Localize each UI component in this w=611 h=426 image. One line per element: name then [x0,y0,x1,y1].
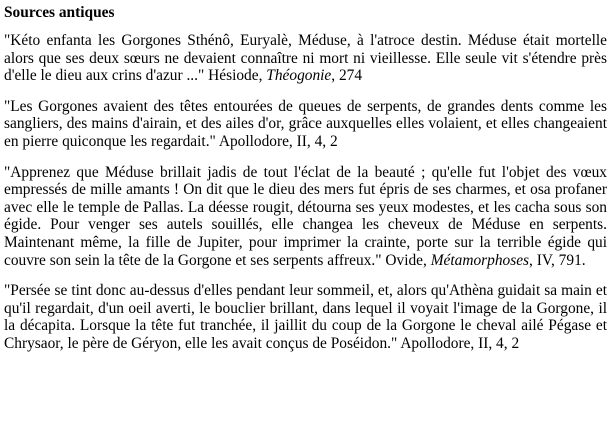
quote-text: "Apprenez que Méduse brillait jadis de tout l'éclat de la beauté ; qu'elle fut l'objet des vœux empressés de mille amants ! On dit que le dieu des mers fut épris de ses charmes, et osa profaner avec elle le temple de Pallas. La déesse rougit, détourna ses yeux modestes, et les cacha sous son égide. Pour venger ses autels souillés, elle changea les cheveux de Méduse en serpents. Maintenant même, la fille de Jupiter, pour imprimer la crainte, porte sur la terrible égide qui couvre son sein la tête de la Gorgone et ses serpents affreux." [4,163,607,269]
quote-hesiode [4,32,607,85]
quote-apollodore-1 [4,98,607,151]
quote-work-title: Théogonie [266,67,332,85]
quote-author: Hésiode, [208,67,267,85]
quote-text: "Persée se tint donc au-dessus d'elles pendant leur sommeil, et, alors qu'Athèna guidait sa main et qu'il regardait, d'un oeil averti, le bouclier brillant, dans lequel il voyait l'image de la Gorgone, il la décapita. Lorsque la tête fut tranchée, il jaillit du coup de la Gorgone le cheval ailé Pégase et Chrysaor, le père de Géryon, elle les avait conçus de Poséidon." [4,282,607,352]
quote-work-title: Métamorphoses [430,251,530,269]
quote-ovide [4,164,607,270]
quote-author: Apollodore, II, 4, 2 [218,132,338,150]
quote-apollodore-2 [4,282,607,352]
quote-text: "Les Gorgones avaient des têtes entourées de queues de serpents, de grandes dents comme les sangliers, des mains d'airain, et des ailes d'or, grâce auxquelles elles volaient, et elles changeaient en pierre quiconque les regardait." [4,97,607,150]
quote-reference: , 274 [331,67,363,85]
quote-reference: , IV, 791. [529,251,586,269]
quote-text: "Kéto enfanta les Gorgones Sthénô, Euryalè, Méduse, à l'atroce destin. Méduse était mortelle alors que ses deux sœurs ne devaient connaître ni mort ni vieillesse. Elle seule vit s'étendre près d'elle le dieu aux crins d'azur ..." [4,32,607,85]
quote-author: Apollodore, II, 4, 2 [400,334,520,352]
section-heading: Sources antiques [4,4,115,21]
quote-author: Ovide, [385,251,431,269]
